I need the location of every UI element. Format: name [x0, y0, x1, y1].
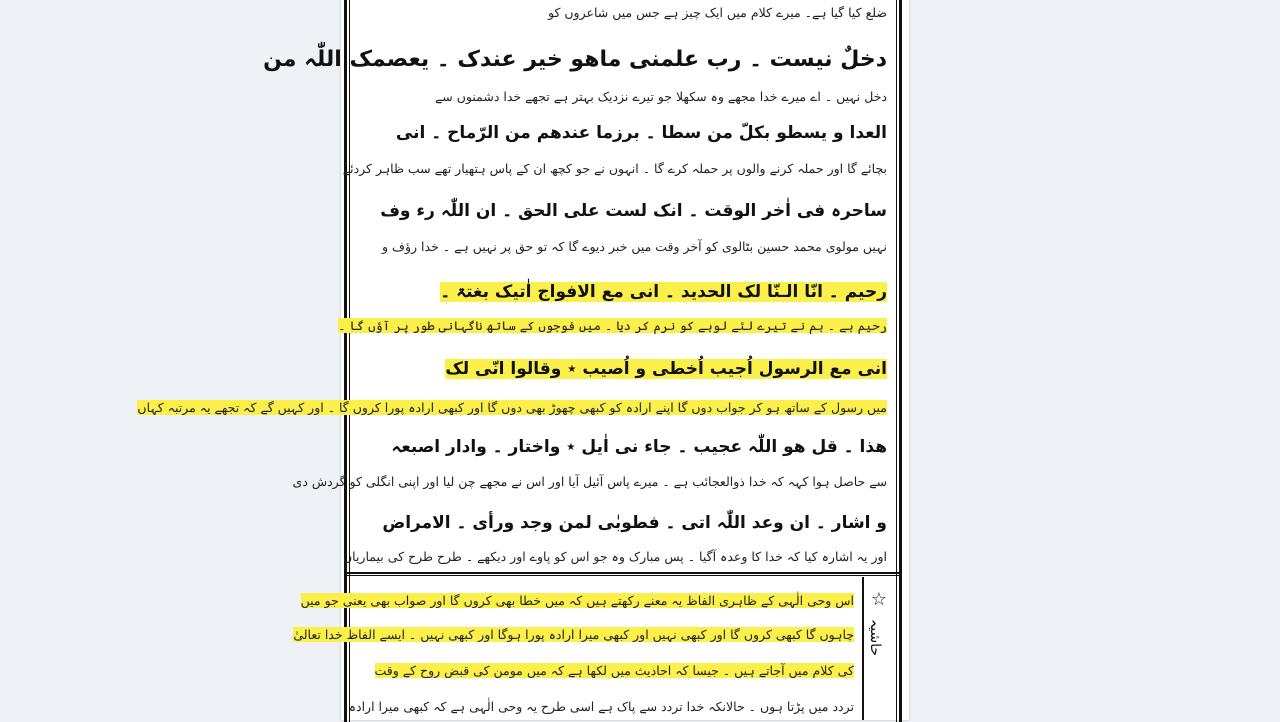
urdu-translation-line	[137, 396, 887, 420]
footnote-separator	[344, 572, 902, 576]
footnote-text	[293, 577, 858, 720]
urdu-translation-line: سے حاصل ہوا کہہ کہ خدا ذوالعجائب ہے ۔ میرے پاس آئیل آیا اور اس نے مجھے چن لیا اور اپنی انگلی کو گردش دی	[292, 474, 887, 489]
footnote-line	[300, 587, 854, 615]
highlighted-text: اس وحی الٰہی کے ظاہری الفاظ یہ معنے رکھتے ہیں کہ میں خطا بھی کروں گا اور صواب بھی یعنی جو میں	[300, 593, 854, 608]
footnote-line	[293, 621, 854, 649]
urdu-translation-line: نہیں مولوی محمد حسین بٹالوی کو آخر وقت میں خبر دیوے گا کہ تو حق پر نہیں ہے ۔ خدا رؤف و	[382, 239, 887, 254]
arabic-text-line: ھذا ۔ قل ھو اللّٰہ عجیب ۔ جاء نی اٰیل ٭ واختار ۔ وادار اصبعہ	[391, 437, 887, 457]
arabic-text-line: دخلٌ نیست ۔ رب علمنی ماھو خیر عندک ۔ یعصمک اللّٰہ من	[263, 47, 887, 72]
urdu-translation-line: ضلع کیا گیا ہے۔ میرے کلام میں ایک چیز ہے جس میں شاعروں کو	[547, 5, 887, 20]
footnote-margin	[862, 577, 896, 720]
urdu-translation-line: دخل نہیں ۔ اے میرے خدا مجھے وہ سکھلا جو تیرے نزدیک بہتر ہے تجھے خدا دشمنوں سے	[434, 89, 887, 104]
highlighted-text: کی کلام میں آجاتے ہیں ۔ جیسا کہ احادیث میں لکھا ہے کہ میں مومن کی قبض روح کے وقت	[374, 663, 854, 678]
highlighted-text: انی مع الرسول اُجیب اُخطی و اُصیب ٭ وقالوا انّی لک	[445, 359, 887, 379]
arabic-text-line	[359, 352, 887, 386]
urdu-translation-line	[338, 314, 887, 338]
highlighted-text: رحیم ۔ انّا الـنّا لک الحدید ۔ انی مع الافواج اٰتیک بغتۃ ۔	[440, 282, 887, 302]
footnote-star-icon: ☆	[870, 589, 887, 610]
arabic-text-line: ساحرہ فی اٰخر الوقت ۔ انک لست علی الحق ۔ ان اللّٰہ رء وف	[380, 201, 887, 221]
main-text-block	[137, 0, 893, 570]
highlighted-text: میں رسول کے ساتھ ہو کر جواب دوں گا اپنے ارادہ کو کبھی چھوڑ بھی دوں گا اور کبھی ارادہ پورا کروں گا ۔ اور کہیں گے کہ تجھے یہ مرتبہ کہاں	[137, 400, 887, 415]
footnote-block	[293, 577, 896, 720]
urdu-translation-line: اور یہ اشارہ کیا کہ خدا کا وعدہ آگیا ۔ پس مبارک وہ جو اس کو پاوے اور دیکھے ۔ طرح طرح کی بیماریاں	[342, 549, 887, 564]
highlighted-text: چاہوں گا کبھی کروں گا اور کبھی نہیں اور کبھی میرا ارادہ پورا ہوگا اور کبھی نہیں ۔ ایسے الفاظ خدا تعالیٰ	[293, 627, 854, 642]
footnote-margin-label: حاشیہ	[867, 619, 883, 657]
footnote-line: تردد میں پڑتا ہوں ۔ حالانکہ خدا تردد سے پاک ہے اسی طرح یہ وحی الٰہی ہے کہ کبھی میرا ارادہ	[348, 699, 854, 714]
arabic-text-line	[359, 276, 887, 308]
document-page	[137, 0, 909, 720]
highlighted-text: رحیم ہے ۔ ہم نے تیرے لئے لوہے کو نرم کر دیا ۔ میں فوجوں کے ساتھ ناگہانی طور پر آؤں گا ۔	[338, 318, 887, 333]
arabic-text-line: و اشار ۔ ان وعد اللّٰہ اتی ۔ فطوبٰی لمن وجد ورأی ۔ الامراض	[382, 513, 887, 533]
arabic-text-line: العدا و یسطو بکلّ من سطا ۔ برزما عندھم من الرّماح ۔ انی	[395, 123, 887, 143]
footnote-line	[354, 657, 854, 685]
urdu-translation-line: بچائے گا اور حملہ کرنے والوں پر حملہ کرے گا ۔ انہوں نے جو کچھ ان کے پاس ہتھیار تھے سب ظاہر کردئے	[342, 161, 887, 176]
